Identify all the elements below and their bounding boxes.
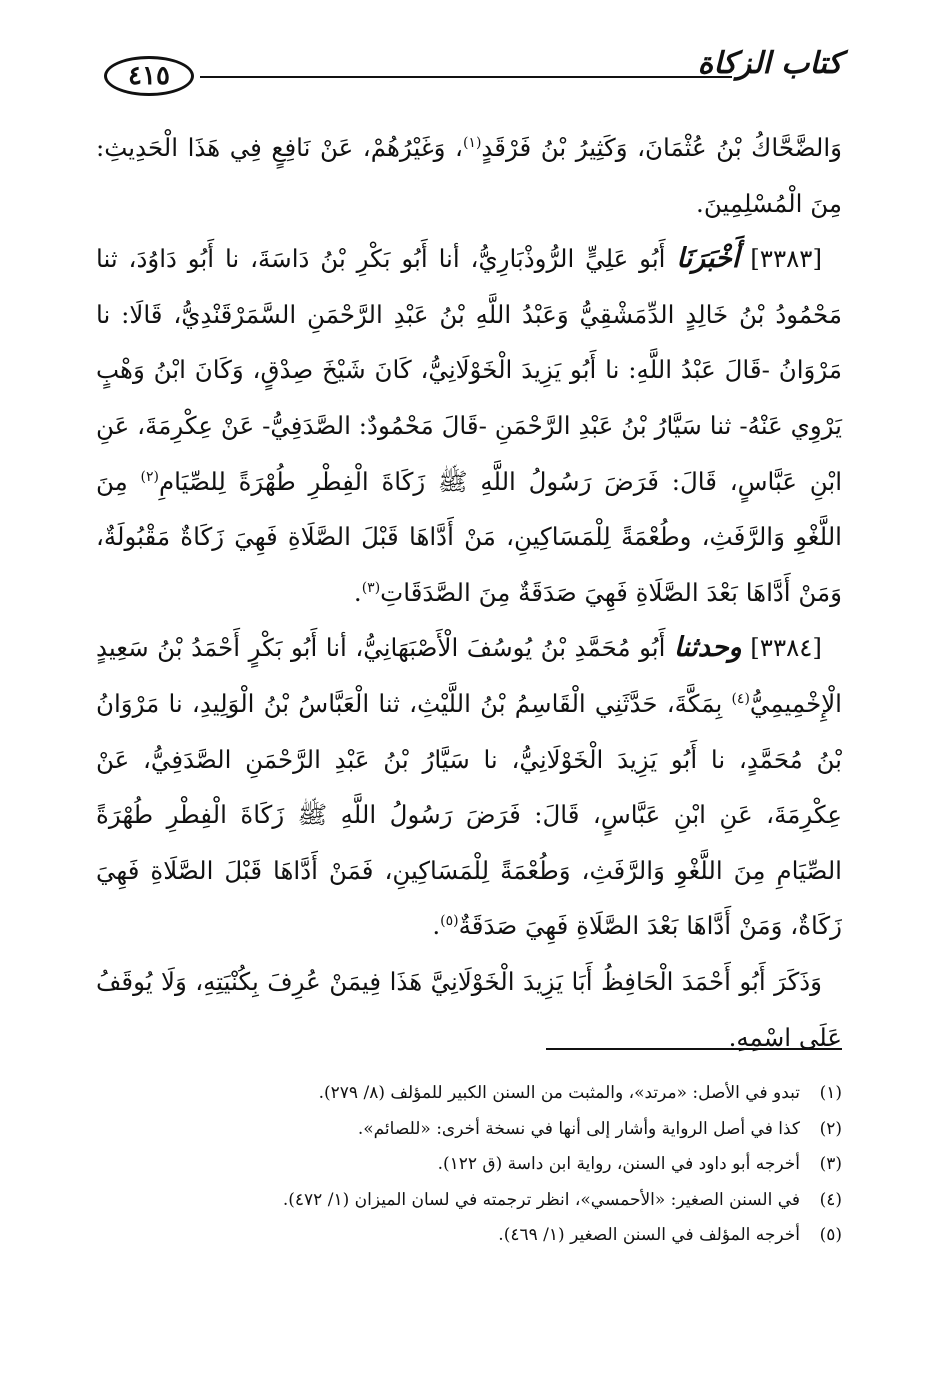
paragraph-text: وَالضَّحَّاكُ بْنُ عُثْمَانَ، وَكَثِيرُ بْنُ فَرْقَدٍ (481, 133, 842, 162)
footnote-marker: (٥) (440, 913, 459, 930)
page-number: ٤١٥ (104, 56, 194, 96)
footnote-text: أخرجه أبو داود في السنن، رواية ابن داسة (ق ١٢٢). (437, 1154, 800, 1174)
paragraph-text: بِمَكَّةَ، حَدَّثَنِي الْقَاسِمُ بْنُ اللَّيْثِ، ثنا الْعَبَّاسُ بْنُ الْوَلِيدِ، نا مَرْوَانُ بْنُ مُحَمَّدٍ، نا أَبُو يَزِيدَ الْخَوْلَانِيُّ، نا سَيَّارُ بْنُ عَبْدِ الرَّحْمَنِ الصَّدَفِيُّ، عَنْ عِكْرِمَةَ، عَنِ ابْنِ عَبَّاسٍ، قَالَ: فَرَضَ رَسُولُ اللَّهِ ﷺ زَكَاةَ الْفِطْرِ طُهْرَةً الصِّيَامِ مِنَ اللَّغْوِ وَالرَّفَثِ، وَطُعْمَةً لِلْمَسَاكِينِ، فَمَنْ أَدَّاهَا قَبْلَ الصَّلَاةِ فَهِيَ زَكَاةٌ، وَمَنْ أَدَّاهَا بَعْدَ الصَّلَاةِ فَهِيَ صَدَقَةٌ (96, 688, 842, 941)
footnote-marker: (١) (462, 134, 482, 151)
paragraph-1 (96, 120, 842, 231)
hadith-number: [٣٣٨٣] (750, 244, 822, 274)
paragraph-text: أَبُو عَلِيٍّ الرُّوذْبَارِيُّ، أنا أَبُو بَكْرِ بْنُ دَاسَةَ، نا أَبُو دَاوُدَ، ثنا مَحْمُودُ بْنُ خَالِدٍ الدِّمَشْقِيُّ وَعَبْدُ اللَّهِ بْنُ عَبْدِ الرَّحْمَنِ السَّمَرْقَنْدِيُّ، قَالَا: نا مَرْوَانُ -قَالَ عَبْدُ اللَّهِ: نا أَبُو يَزِيدَ الْخَوْلَانِيُّ، كَانَ شَيْخَ صِدْقٍ، وَكَانَ ابْنُ وَهْبٍ يَرْوِي عَنْهُ- ثنا سَيَّارُ بْنُ عَبْدِ الرَّحْمَنِ -قَالَ مَحْمُودٌ: الصَّدَفِيُّ- عَنْ عِكْرِمَةَ، عَنِ ابْنِ عَبَّاسٍ، قَالَ: فَرَضَ رَسُولُ اللَّهِ ﷺ زَكَاةَ الْفِطْرِ طُهْرَةً لِلصِّيَامِ (96, 244, 843, 496)
footnote-number: (٣) (819, 1154, 842, 1174)
footnote (96, 1076, 842, 1112)
narration-word: أَخْبَرَنَا (676, 243, 740, 275)
paragraph-text: أَبُو مُحَمَّدِ بْنُ يُوسُفَ الْأَصْبَهَانِيُّ، أنا أَبُو بَكْرٍ أَحْمَدُ بْنُ سَعِيدٍ الْإِخْمِيمِيُّ (96, 633, 842, 718)
footnotes (96, 1076, 842, 1254)
footnote-number: (١) (819, 1083, 842, 1103)
footnote-number: (٢) (819, 1118, 842, 1139)
paragraph-text: ، وَغَيْرُهُمْ، عَنْ نَافِعٍ فِي هَذَا الْحَدِيثِ: مِنَ الْمُسْلِمِينَ. (96, 133, 842, 218)
footnote (96, 1147, 842, 1183)
footnote-text: في السنن الصغير: «الأحمسي»، انظر ترجمته في لسان الميزان (١/ ٤٧٢). (282, 1189, 800, 1210)
footnote-marker: (٢) (140, 468, 159, 485)
footnote-number: (٤) (819, 1189, 842, 1210)
header-divider (200, 76, 732, 78)
narration-word: وحدثنا (673, 632, 742, 664)
footnote-marker: (٣) (361, 579, 381, 596)
footnote (96, 1218, 842, 1254)
footnote-marker: (٤) (731, 690, 750, 707)
hadith-3384 (96, 620, 842, 954)
footnote-text: تبدو في الأصل: «مرتد»، والمثبت من السنن الكبير للمؤلف (٨/ ٢٧٩). (318, 1083, 800, 1103)
paragraph-text: . (353, 577, 362, 607)
main-text (96, 120, 842, 1065)
footnote-divider (546, 1048, 842, 1050)
footnote (96, 1112, 842, 1148)
paragraph-text: وَذَكَرَ أَبُو أَحْمَدَ الْحَافِظُ أَبَا يَزِيدَ الْخَوْلَانِيَّ هَذَا فِيمَنْ عُرِفَ بِكُنْيَتِهِ، وَلَا يُوقَفُ عَلَى اسْمِهِ. (96, 966, 842, 1052)
hadith-3383 (96, 231, 842, 620)
footnote-text: أخرجه المؤلف في السنن الصغير (١/ ٤٦٩). (498, 1225, 800, 1245)
footnote (96, 1183, 842, 1219)
book-title: كتاب الزكاة (697, 46, 842, 81)
page-header (100, 46, 842, 112)
paragraph-text: مِنَ اللَّغْوِ وَالرَّفَثِ، وطُعْمَةً لِلْمَسَاكِينِ، مَنْ أَدَّاهَا قَبْلَ الصَّلَاةِ فَهِيَ زَكَاةٌ مَقْبُولَةٌ، وَمَنْ أَدَّاهَا بَعْدَ الصَّلَاةِ فَهِيَ صَدَقَةٌ مِنَ الصَّدَقَاتِ (96, 466, 842, 607)
footnote-number: (٥) (819, 1225, 842, 1245)
paragraph-text: . (432, 911, 441, 941)
hadith-number: [٣٣٨٤] (750, 633, 822, 663)
footnote-text: كذا في أصل الرواية وأشار إلى أنها في نسخة أخرى: «للصائم». (357, 1118, 800, 1139)
